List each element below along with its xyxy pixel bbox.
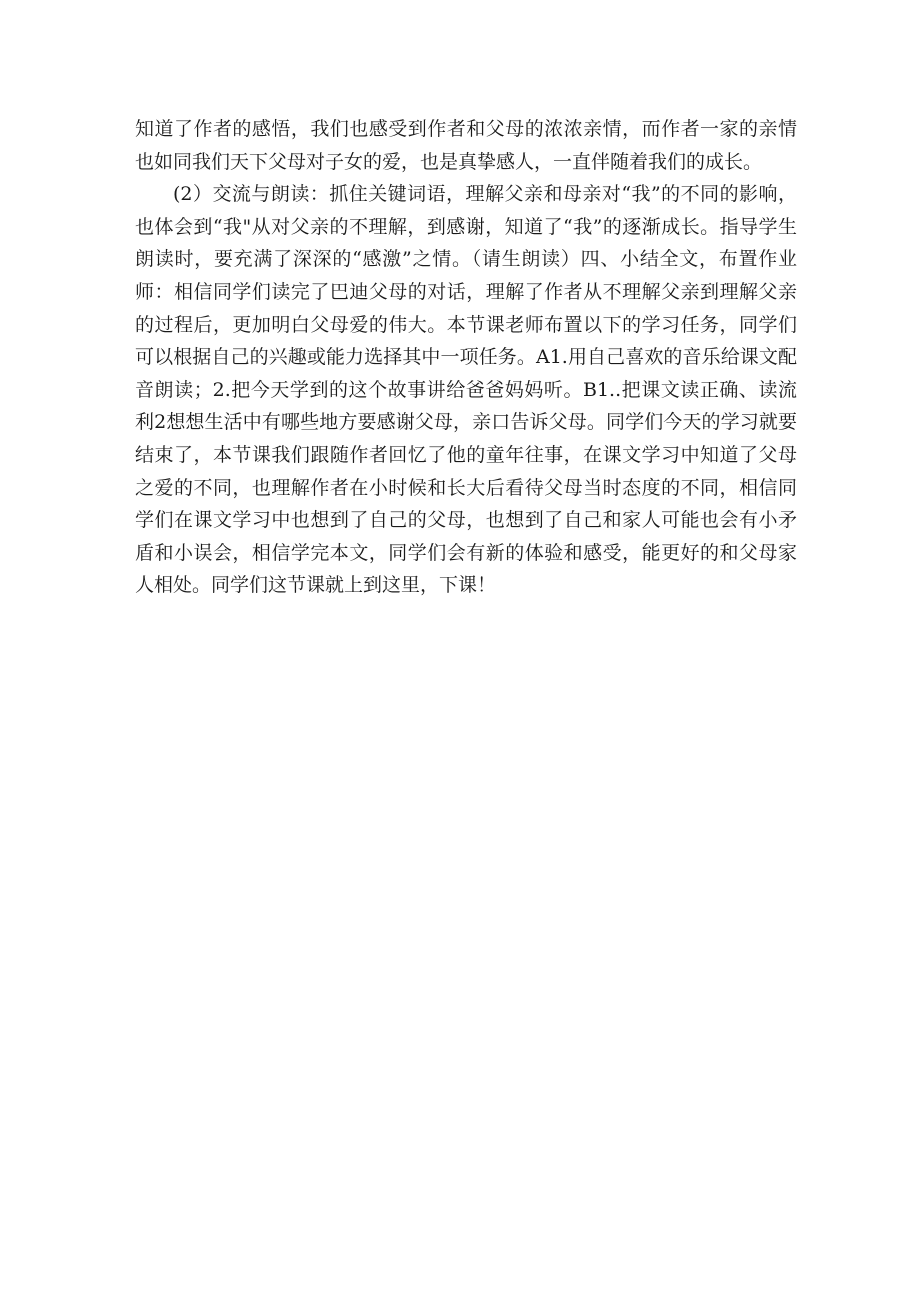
- document-body: [135, 113, 797, 602]
- paragraph-1: 知道了作者的感悟，我们也感受到作者和父母的浓浓亲情，而作者一家的亲情也如同我们天下父母对子女的爱，也是真挚感人，一直伴随着我们的成长。: [135, 118, 797, 173]
- paragraph-2: (2）交流与朗读：抓住关键词语，理解父亲和母亲对“我”的不同的影响，也体会到“我"从对父亲的不理解，到感谢，知道了“我”的逐渐成长。指导学生朗读时，要充满了深深的“感激”之情。（请生朗读）四、小结全文，布置作业师：相信同学们读完了巴迪父母的对话，理解了作者从不理解父亲到理解父亲的过程后，更加明白父母爱的伟大。本节课老师布置以下的学习任务，同学们可以根据自己的兴趣或能力选择其中一项任务。A1.用自己喜欢的音乐给课文配音朗读；2.把今天学到的这个故事讲给爸爸妈妈听。B1..把课文读正确、读流利2想想生活中有哪些地方要感谢父母，亲口告诉父母。同学们今天的学习就要结束了，本节课我们跟随作者回忆了他的童年往事，在课文学习中知道了父母之爱的不同，也理解作者在小时候和长大后看待父母当时态度的不同，相信同学们在课文学习中也想到了自己的父母，也想到了自己和家人可能也会有小矛盾和小误会，相信学完本文，同学们会有新的体验和感受，能更好的和父母家人相处。同学们这节课就上到这里，下课！: [135, 183, 797, 597]
